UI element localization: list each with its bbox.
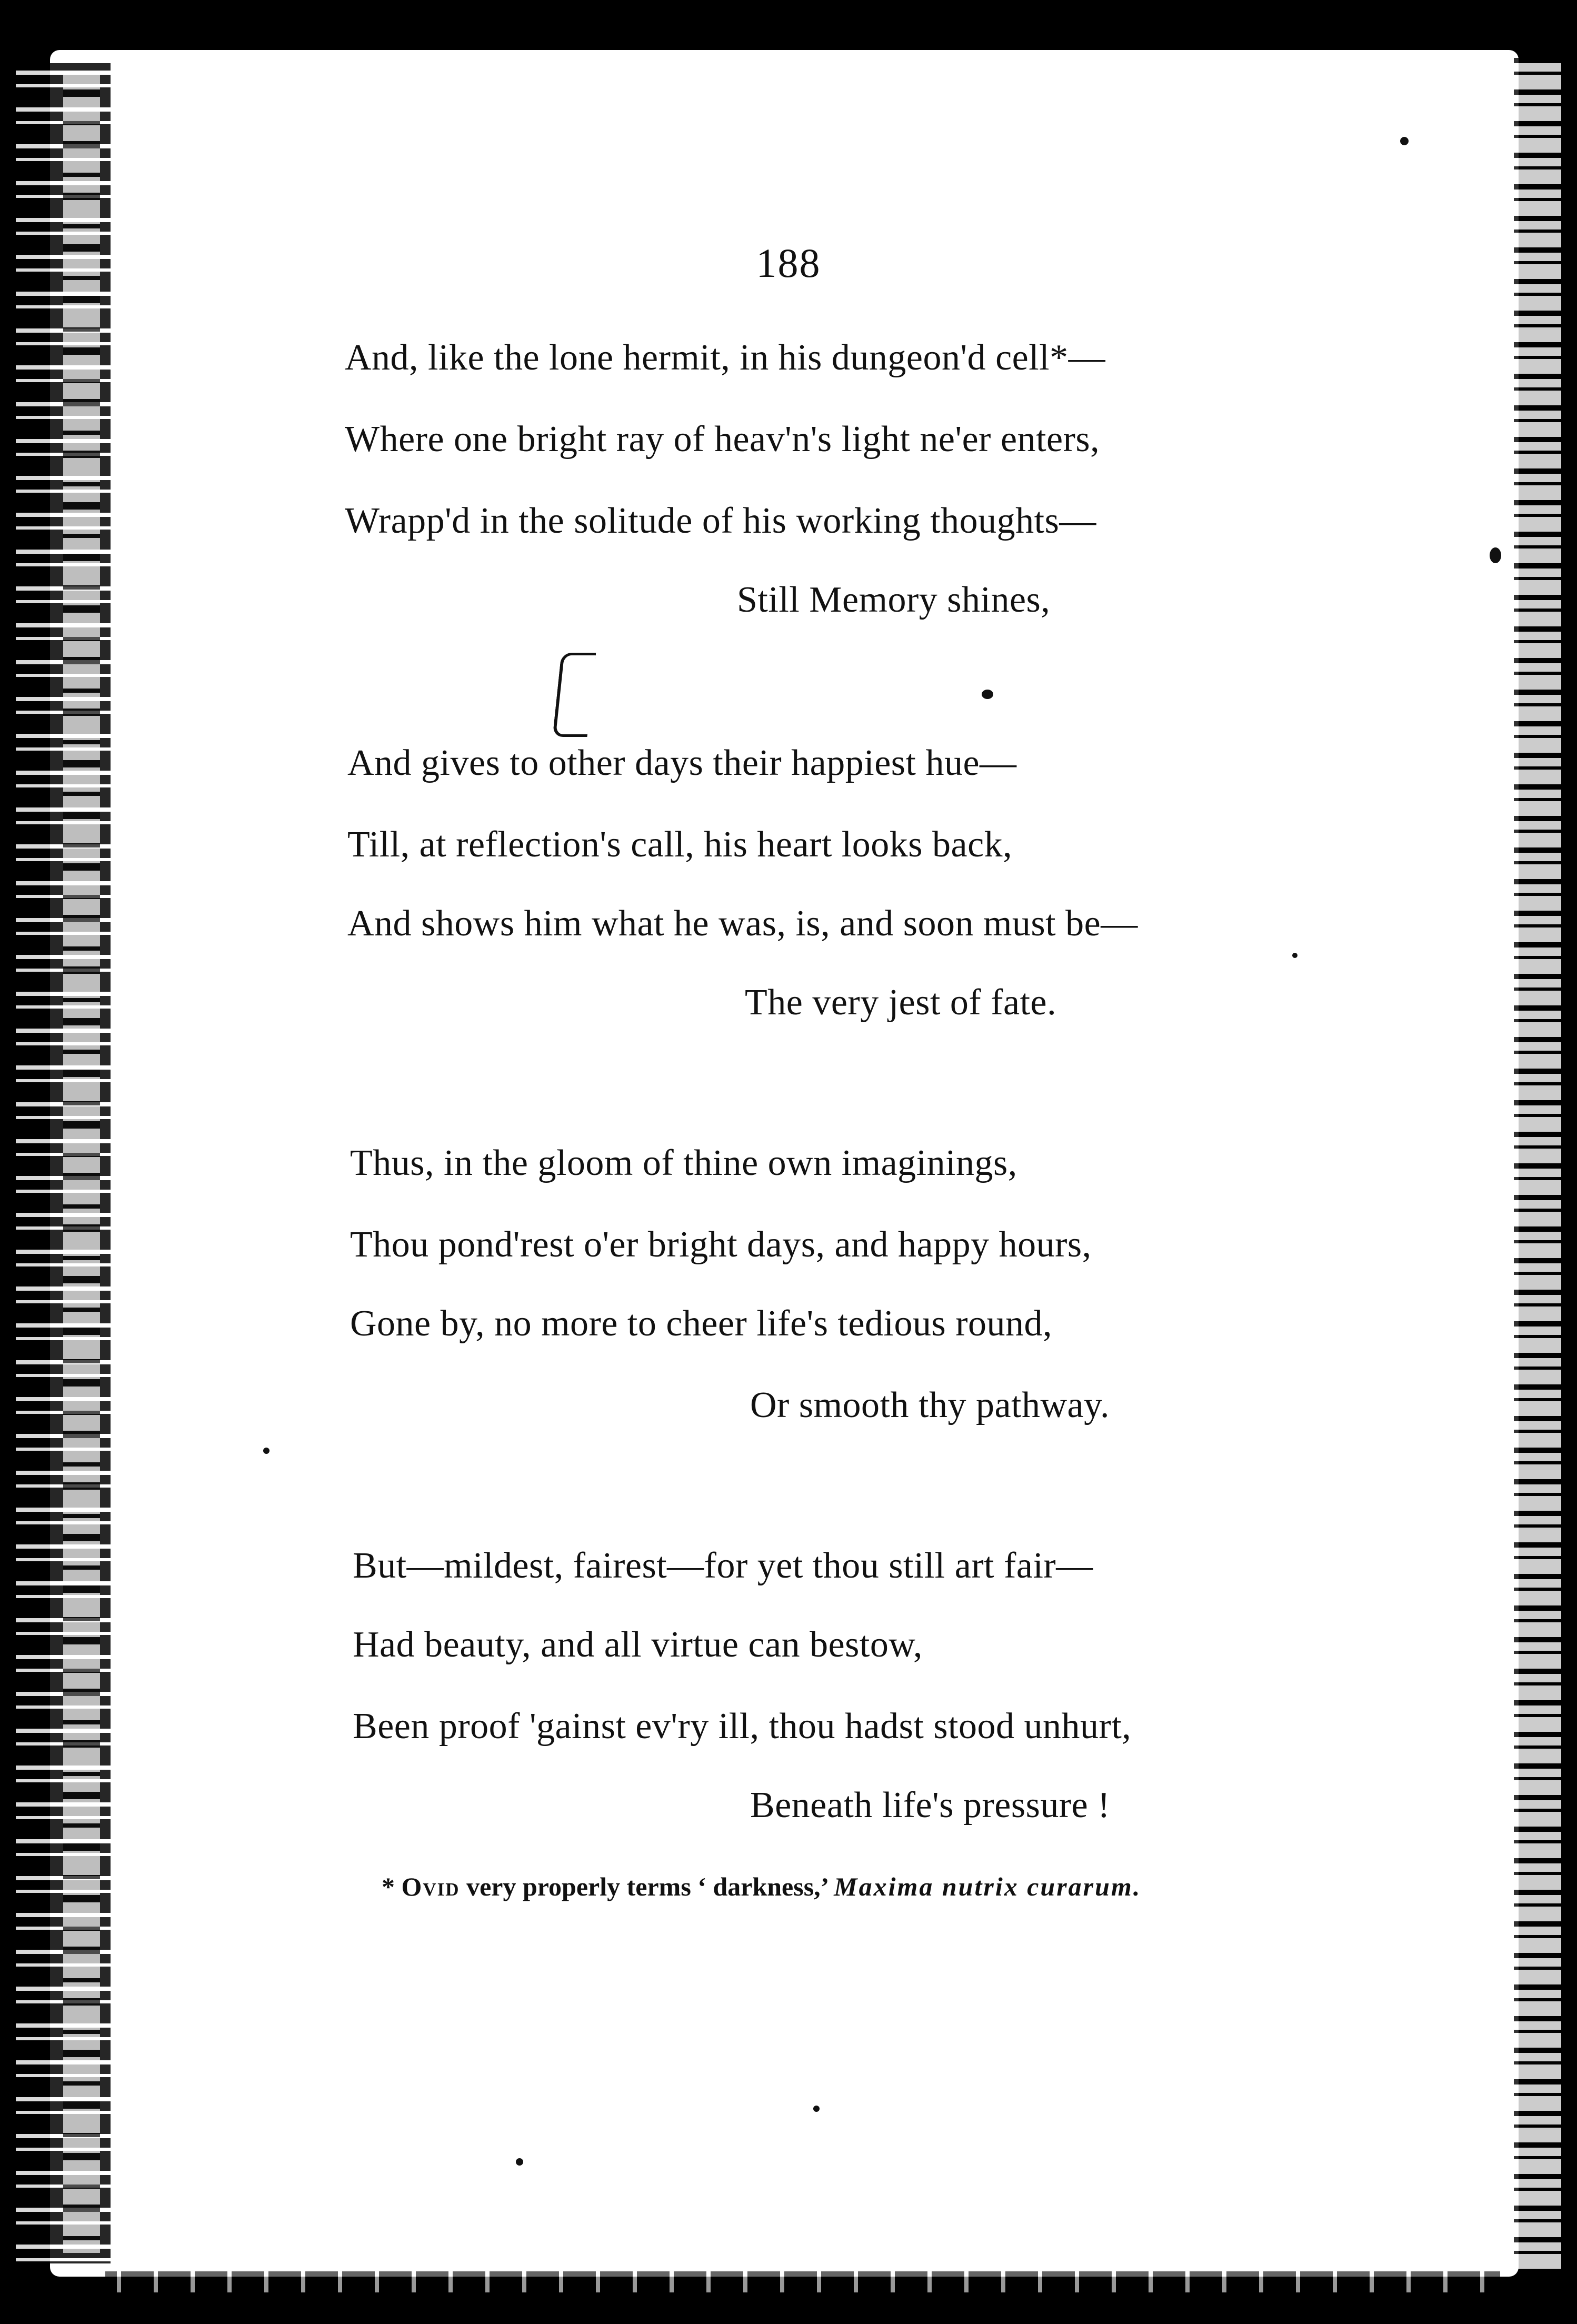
footnote-marker: * [382,1872,395,1901]
scan-speck [813,2106,820,2112]
stanza-3-line-3: Gone by, no more to cheer life's tedious round, [350,1303,1053,1344]
scan-speck [1292,953,1297,958]
stanza-2-line-4: The very jest of fate. [745,982,1057,1023]
stanza-1-line-4: Still Memory shines, [737,580,1051,620]
footnote [382,1871,1141,1902]
stanza-2-line-3: And shows him what he was, is, and soon must be— [347,903,1138,944]
stanza-2-line-2: Till, at reflection's call, his heart looks back, [347,824,1013,865]
stanza-3-line-4: Or smooth thy pathway. [750,1385,1110,1425]
scan-speck [1400,137,1409,145]
scan-speck [516,2158,523,2166]
stanza-2-line-1: And gives to other days their happiest hue— [347,743,1017,783]
stanza-1-line-1: And, like the lone hermit, in his dungeon'd cell*— [345,337,1106,378]
stanza-1-line-2: Where one bright ray of heav'n's light ne'er enters, [345,419,1100,460]
stanza-4-line-1: But—mildest, fairest—for yet thou still art fair— [353,1545,1093,1586]
bottom-page-edge [105,2271,1500,2292]
stanza-1-line-3: Wrapp'd in the solitude of his working thoughts— [345,501,1096,541]
scan-speck [982,690,993,699]
footnote-latin-quote: Maxima nutrix curarum. [834,1872,1142,1901]
stanza-4-line-2: Had beauty, and all virtue can bestow, [353,1624,923,1665]
left-page-edge-inner [63,74,100,2253]
footnote-author: Ovid [401,1872,460,1901]
right-page-edge [1514,58,1561,2269]
stanza-4-line-3: Been proof 'gainst ev'ry ill, thou hadst stood unhurt, [353,1706,1132,1747]
stanza-3-line-1: Thus, in the gloom of thine own imaginings, [350,1143,1017,1183]
page-number: 188 [756,240,821,286]
stanza-4-line-4: Beneath life's pressure ! [750,1785,1111,1826]
stanza-3-line-2: Thou pond'rest o'er bright days, and happy hours, [350,1224,1092,1265]
scan-speck [263,1448,270,1454]
footnote-text: very properly terms ‘ darkness,’ [460,1872,834,1901]
scan-speck [1490,547,1501,563]
